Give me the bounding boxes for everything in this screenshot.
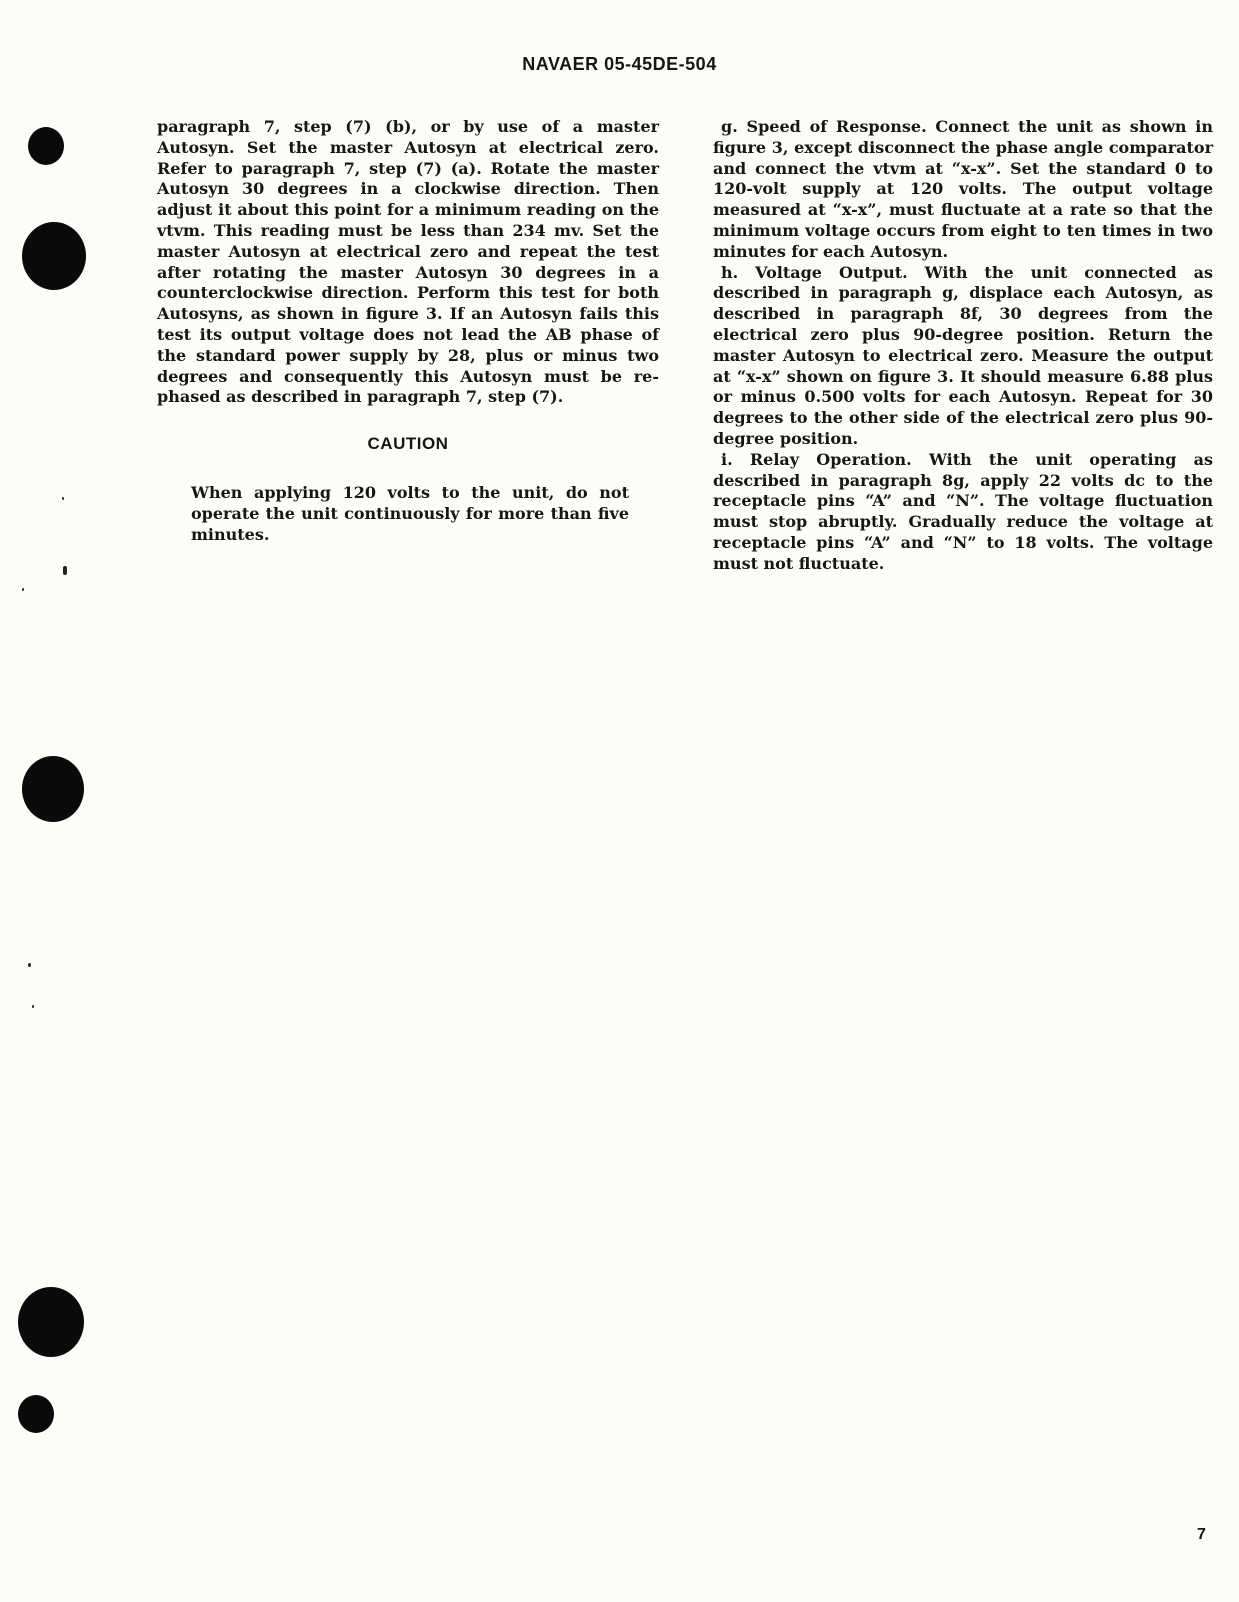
scan-speck: [28, 963, 31, 967]
right-column: [713, 117, 1213, 575]
scan-speck: [62, 497, 64, 500]
caution-text: When applying 120 volts to the unit, do not operate the unit continuously for more than five minutes.: [191, 482, 629, 544]
scan-speck: [63, 566, 67, 575]
page-header: NAVAER 05-45DE-504: [522, 54, 717, 74]
paragraph-h-voltage-output: h. Voltage Output. With the unit connected as described in paragraph g, displace each Autosyn, as described in paragraph 8f, 30 degrees from the electrical zero plus 90-degree position. Return the master Autosyn to electrical zero. Measure the output at “x-x” shown on figure 3. It should measure 6.88 plus or minus 0.500 volts for each Autosyn. Repeat for 30 degrees to the other side of the electrical zero plus 90-degree position.: [713, 262, 1213, 448]
page-number: 7: [1197, 1526, 1206, 1543]
binder-hole-2: [22, 222, 86, 290]
paragraph-i-relay-operation: i. Relay Operation. With the unit operating as described in paragraph 8g, apply 22 volts dc to the receptacle pins “A” and “N”. The voltage fluctuation must stop abruptly. Gradually reduce the voltage at receptacle pins “A” and “N” to 18 volts. The voltage must not fluctuate.: [713, 449, 1213, 573]
scan-speck: [22, 588, 24, 591]
caution-heading: CAUTION: [367, 434, 449, 454]
scan-speck: [32, 1005, 34, 1008]
binder-hole-1: [28, 127, 64, 165]
binder-hole-3: [22, 756, 84, 822]
paragraph-g-speed-of-response: g. Speed of Response. Connect the unit as shown in figure 3, except disconnect the phase angle comparator and connect the vtvm at “x-x”. Set the standard 0 to 120-volt supply at 120 volts. The output voltage measured at “x-x”, must fluctuate at a rate so that the minimum voltage occurs from eight to ten times in two minutes for each Autosyn.: [713, 117, 1213, 261]
left-intro-paragraph: paragraph 7, step (7) (b), or by use of a master Autosyn. Set the master Autosyn at electrical zero. Refer to paragraph 7, step (7) (a). Rotate the master Autosyn 30 degrees in a clockwise direction. Then adjust it about this point for a minimum reading on the vtvm. This reading must be less than 234 mv. Set the master Autosyn at electrical zero and repeat the test after rotating the master Autosyn 30 degrees in a counterclockwise direction. Perform this test for both Autosyns, as shown in figure 3. If an Autosyn fails this test its output voltage does not lead the AB phase of the standard power supply by 28, plus or minus two degrees and consequently this Autosyn must be re-phased as described in paragraph 7, step (7).: [157, 117, 659, 407]
binder-hole-5: [18, 1395, 54, 1433]
left-column: [157, 117, 659, 545]
binder-hole-4: [18, 1287, 84, 1357]
